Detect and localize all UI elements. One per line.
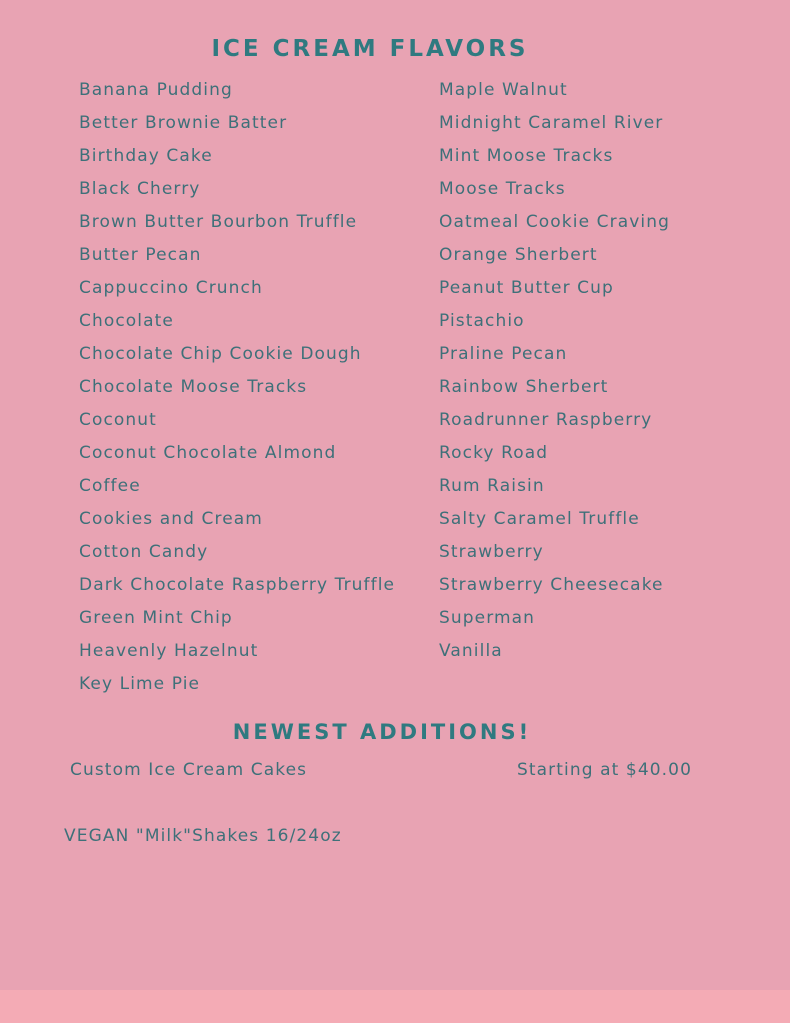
flavor-item: Better Brownie Batter — [79, 113, 288, 133]
flavor-item: Key Lime Pie — [79, 674, 201, 694]
flavor-item: Cookies and Cream — [79, 509, 263, 529]
flavor-item: Vanilla — [439, 641, 503, 661]
flavor-item: Banana Pudding — [79, 80, 233, 100]
footer-band — [0, 990, 790, 1023]
flavor-item: Moose Tracks — [439, 179, 566, 199]
flavor-item: Maple Walnut — [439, 80, 568, 100]
flavor-item: Cappuccino Crunch — [79, 278, 263, 298]
flavor-item: Superman — [439, 608, 536, 628]
flavor-item: Heavenly Hazelnut — [79, 641, 259, 661]
flavor-item: Butter Pecan — [79, 245, 202, 265]
flavor-item: Chocolate Moose Tracks — [79, 377, 308, 397]
flavor-item: Midnight Caramel River — [439, 113, 664, 133]
flavor-list-left — [79, 79, 395, 706]
flavor-item: Strawberry — [439, 542, 544, 562]
flavor-item: Green Mint Chip — [79, 608, 233, 628]
flavor-item: Rum Raisin — [439, 476, 545, 496]
flavor-item: Chocolate — [79, 311, 174, 331]
flavor-item: Roadrunner Raspberry — [439, 410, 653, 430]
flavor-item: Chocolate Chip Cookie Dough — [79, 344, 362, 364]
flavor-item: Salty Caramel Truffle — [439, 509, 640, 529]
flavor-item: Mint Moose Tracks — [439, 146, 614, 166]
flavor-item: Pistachio — [439, 311, 525, 331]
flavor-list-right — [439, 79, 670, 673]
flavor-item: Cotton Candy — [79, 542, 209, 562]
flavor-item: Coconut Chocolate Almond — [79, 443, 337, 463]
flavor-item: Rocky Road — [439, 443, 549, 463]
flavor-item: Brown Butter Bourbon Truffle — [79, 212, 358, 232]
flavor-item: Dark Chocolate Raspberry Truffle — [79, 575, 396, 595]
flavor-item: Black Cherry — [79, 179, 201, 199]
flavor-item: Oatmeal Cookie Craving — [439, 212, 670, 232]
flavor-item: Orange Sherbert — [439, 245, 598, 265]
vegan-shakes-item: VEGAN "Milk"Shakes 16/24oz — [64, 826, 342, 846]
flavor-item: Coffee — [79, 476, 141, 496]
flavor-item: Peanut Butter Cup — [439, 278, 614, 298]
flavor-item: Praline Pecan — [439, 344, 568, 364]
additions-title: NEWEST ADDITIONS! — [232, 720, 532, 744]
flavor-item: Strawberry Cheesecake — [439, 575, 664, 595]
flavor-item: Rainbow Sherbert — [439, 377, 609, 397]
addition-item-price: Starting at $40.00 — [517, 760, 692, 780]
page-title: ICE CREAM FLAVORS — [211, 36, 529, 62]
flavor-item: Birthday Cake — [79, 146, 213, 166]
flavor-item: Coconut — [79, 410, 157, 430]
addition-item-name: Custom Ice Cream Cakes — [70, 760, 308, 780]
